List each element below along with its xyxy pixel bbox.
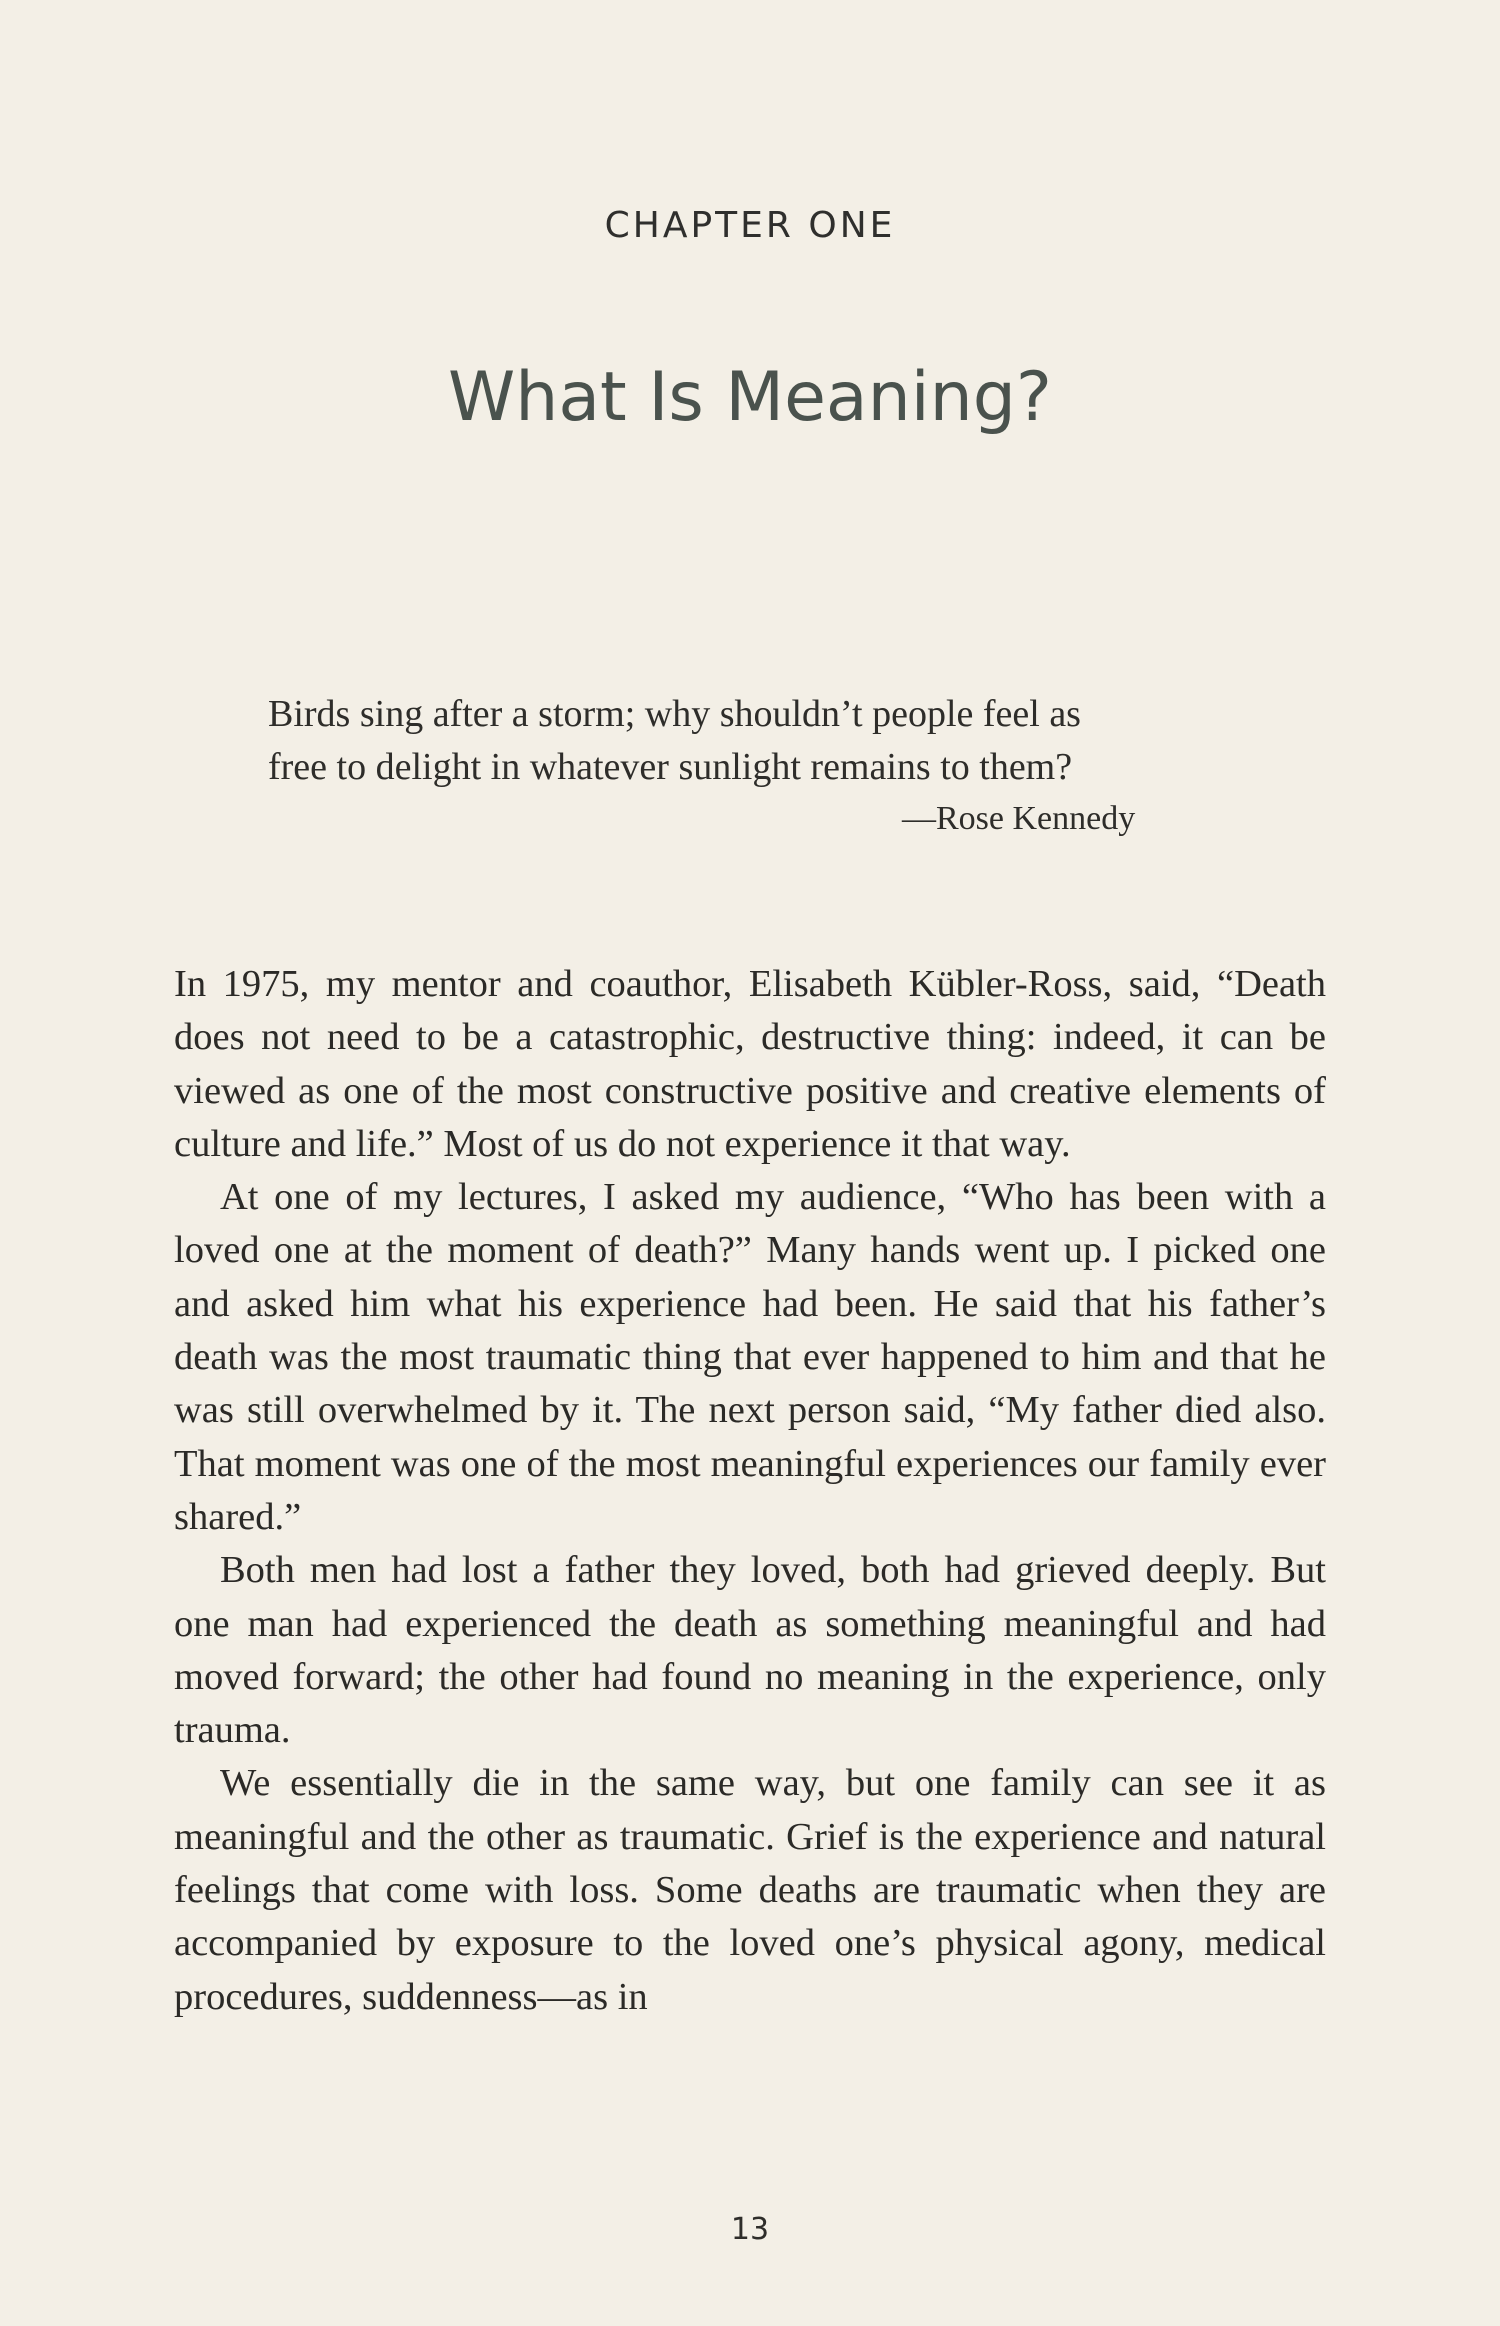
body-text — [174, 958, 1326, 2024]
epigraph — [268, 688, 1238, 794]
epigraph-line: Birds sing after a storm; why shouldn’t people feel as — [268, 693, 1081, 735]
paragraph: Both men had lost a father they loved, both had grieved deeply. But one man had experienced the death as something meaningful and had moved forward; the other had found no meaning in the experience, only trauma. — [174, 1549, 1326, 1752]
epigraph-attribution: —Rose Kennedy — [902, 800, 1136, 837]
chapter-label: CHAPTER ONE — [604, 205, 896, 246]
chapter-title: What Is Meaning? — [448, 358, 1052, 437]
paragraph: We essentially die in the same way, but one family can see it as meaningful and the other as traumatic. Grief is the experience and natural feelings that come with loss. Some deaths are traumatic when they are accompanied by exposure to the loved one’s physical agony, medical procedures, suddenness—as in — [174, 1762, 1326, 2018]
page-number: 13 — [730, 2212, 770, 2247]
paragraph: In 1975, my mentor and coauthor, Elisabeth Kübler-Ross, said, “Death does not need to be a catastrophic, destructive thing: indeed, it can be viewed as one of the most constructive positive and creative elements of culture and life.” Most of us do not experience it that way. — [174, 963, 1326, 1165]
paragraph: At one of my lectures, I asked my audience, “Who has been with a loved one at the moment of death?” Many hands went up. I picked one and asked him what his experience had been. He said that his father’s death was the most traumatic thing that ever happened to him and that he was still overwhelmed by it. The next person said, “My father died also. That moment was one of the most meaningful experiences our family ever shared.” — [174, 1176, 1326, 1538]
epigraph-line: free to delight in whatever sunlight remains to them? — [268, 746, 1073, 788]
